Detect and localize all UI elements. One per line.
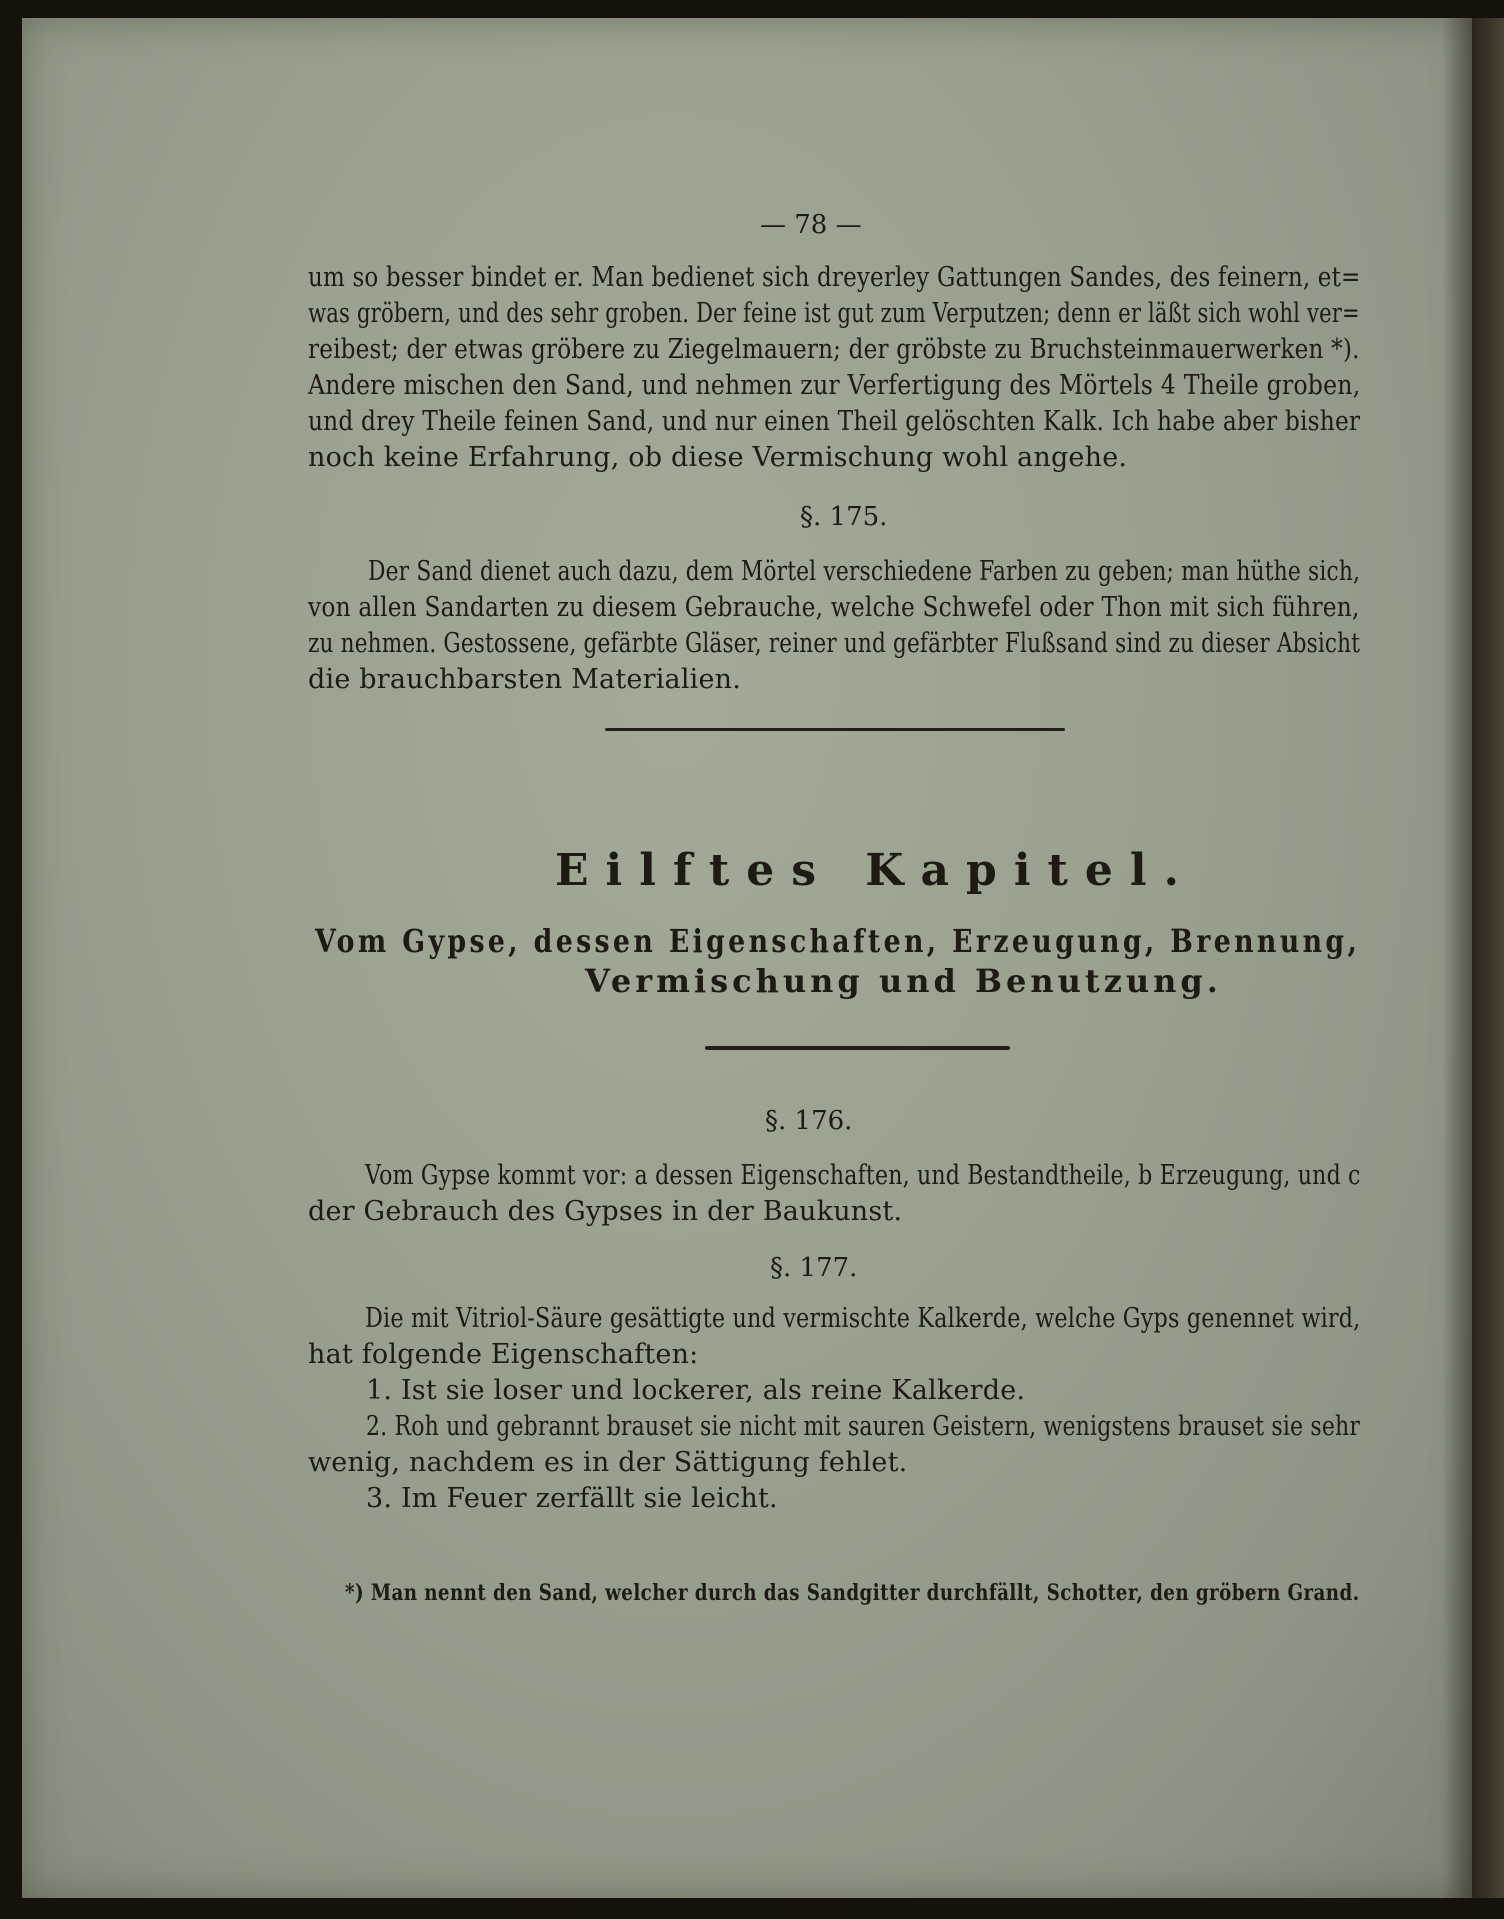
page-gutter-shadow [1442,18,1472,1898]
paragraph-line: der Gebrauch des Gypses in der Baukunst. [308,1196,903,1227]
paragraph-line: hat folgende Eigenschaften: [308,1339,699,1370]
paragraph-line: die brauchbarsten Materialien. [308,664,742,695]
chapter-subtitle: Vermischung und Benutzung. [585,962,1222,1000]
list-item: 3. Im Feuer zerfällt sie leicht. [366,1483,778,1514]
paragraph-line: von allen Sandarten zu diesem Gebrauche, welche Schwefel oder Thon mit sich führen, [308,592,1360,623]
paragraph-line: noch keine Erfahrung, ob diese Vermischung wohl angehe. [308,442,1128,473]
paragraph-line: was gröbern, und des sehr groben. Der feine ist gut zum Verputzen; denn er läßt sich wohl ver= [308,298,1360,329]
paragraph-line: Andere mischen den Sand, und nehmen zur Verfertigung des Mörtels 4 Theile groben, [308,370,1361,401]
paragraph-line: zu nehmen. Gestossene, gefärbte Gläser, reiner und gefärbter Flußsand sind zu dieser Absicht [308,628,1361,659]
chapter-title: Eilftes Kapitel. [555,845,1196,896]
section-divider-rule [605,728,1065,731]
page-number: — 78 — [760,210,862,240]
paragraph-line: Vom Gypse kommt vor: a dessen Eigenschaften, und Bestandtheile, b Erzeugung, und c [365,1160,1361,1191]
section-heading: §. 176. [765,1106,853,1136]
section-heading: §. 177. [770,1253,858,1283]
list-item-continuation: wenig, nachdem es in der Sättigung fehlet. [308,1447,908,1478]
list-item: 2. Roh und gebrannt brauset sie nicht mit sauren Geistern, wenigstens brauset sie sehr [366,1411,1361,1442]
list-item: 1. Ist sie loser und lockerer, als reine Kalkerde. [366,1375,1026,1406]
facing-page-edge [1472,18,1504,1898]
paragraph-line: und drey Theile feinen Sand, und nur einen Theil gelöschten Kalk. Ich habe aber bisher [308,406,1361,437]
footnote: *) Man nennt den Sand, welcher durch das Sandgitter durchfällt, Schotter, den gröbern Grand. [345,1580,1360,1606]
chapter-subtitle: Vom Gypse, dessen Eigenschaften, Erzeugung, Brennung, [315,922,1361,960]
paragraph-line: reibest; der etwas gröbere zu Ziegelmauern; der gröbste zu Bruchsteinmauerwerken *). [308,334,1360,365]
chapter-divider-rule [705,1046,1010,1050]
paragraph-line: um so besser bindet er. Man bedienet sich dreyerley Gattungen Sandes, des feinern, et= [308,262,1361,293]
paragraph-line: Die mit Vitriol-Säure gesättigte und vermischte Kalkerde, welche Gyps genennet wird, [365,1303,1361,1334]
section-heading: §. 175. [800,502,888,532]
paragraph-line: Der Sand dienet auch dazu, dem Mörtel verschiedene Farben zu geben; man hüthe sich, [368,556,1361,587]
